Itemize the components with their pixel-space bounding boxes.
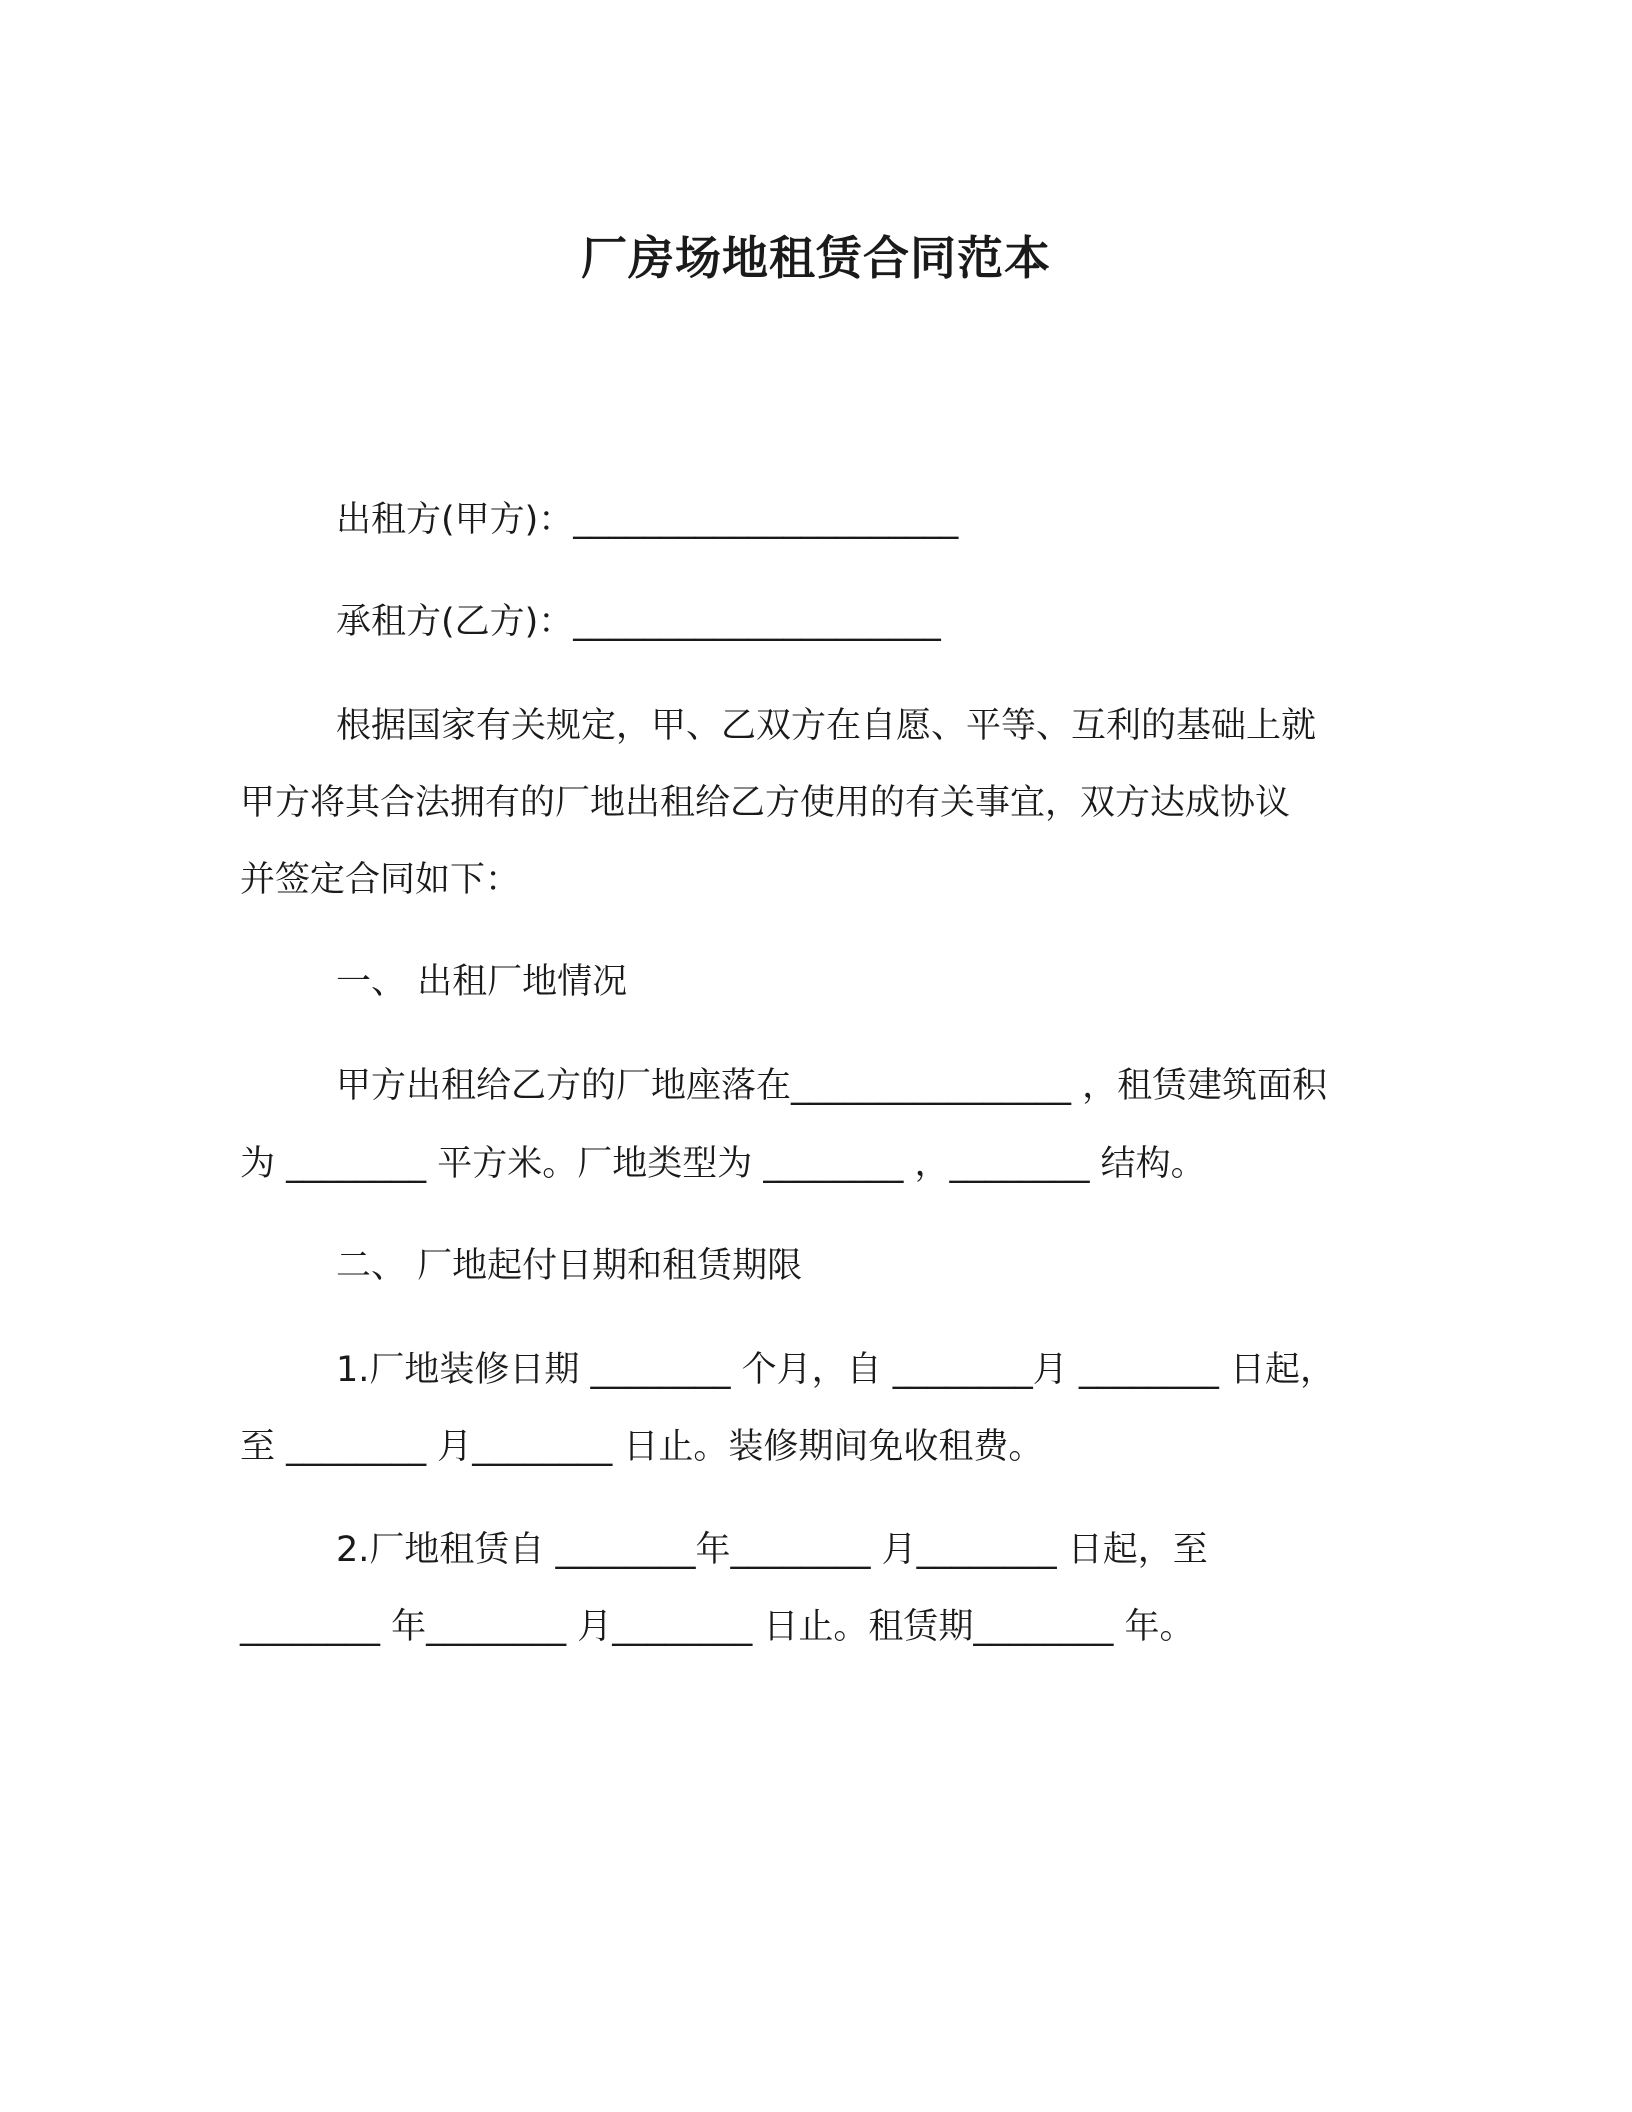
section-2-heading: 二、 厂地起付日期和租赁期限	[336, 1246, 803, 1286]
lessor-line: 出租方(甲方)：______________________	[336, 500, 959, 540]
clause-2-line-2: ________ 年________ 月________ 日止。租赁期________ 年。	[240, 1607, 1195, 1647]
preamble-line-1: 根据国家有关规定，甲、乙双方在自愿、平等、互利的基础上就	[336, 706, 1317, 746]
section-1-line-2: 为 ________ 平方米。厂地类型为 ________ ，________ 结构。	[240, 1144, 1206, 1184]
clause-1-line-1: 1.厂地装修日期 ________ 个月，自 ________月 ________ 日起，	[336, 1350, 1336, 1390]
clause-2-line-1: 2.厂地租赁自 ________年________ 月________ 日起，至	[336, 1530, 1208, 1570]
lessee-line: 承租方(乙方)：_____________________	[336, 602, 941, 642]
preamble-line-2: 甲方将其合法拥有的厂地出租给乙方使用的有关事宜，双方达成协议	[240, 783, 1291, 823]
preamble-line-3: 并签定合同如下：	[240, 860, 521, 900]
clause-1-line-2: 至 ________ 月________ 日止。装修期间免收租费。	[240, 1427, 1044, 1467]
document-title: 厂房场地租赁合同范本	[581, 231, 1051, 285]
section-1-heading: 一、 出租厂地情况	[336, 962, 628, 1002]
section-1-line-1: 甲方出租给乙方的厂地座落在________________ ，租赁建筑面积	[336, 1066, 1328, 1106]
